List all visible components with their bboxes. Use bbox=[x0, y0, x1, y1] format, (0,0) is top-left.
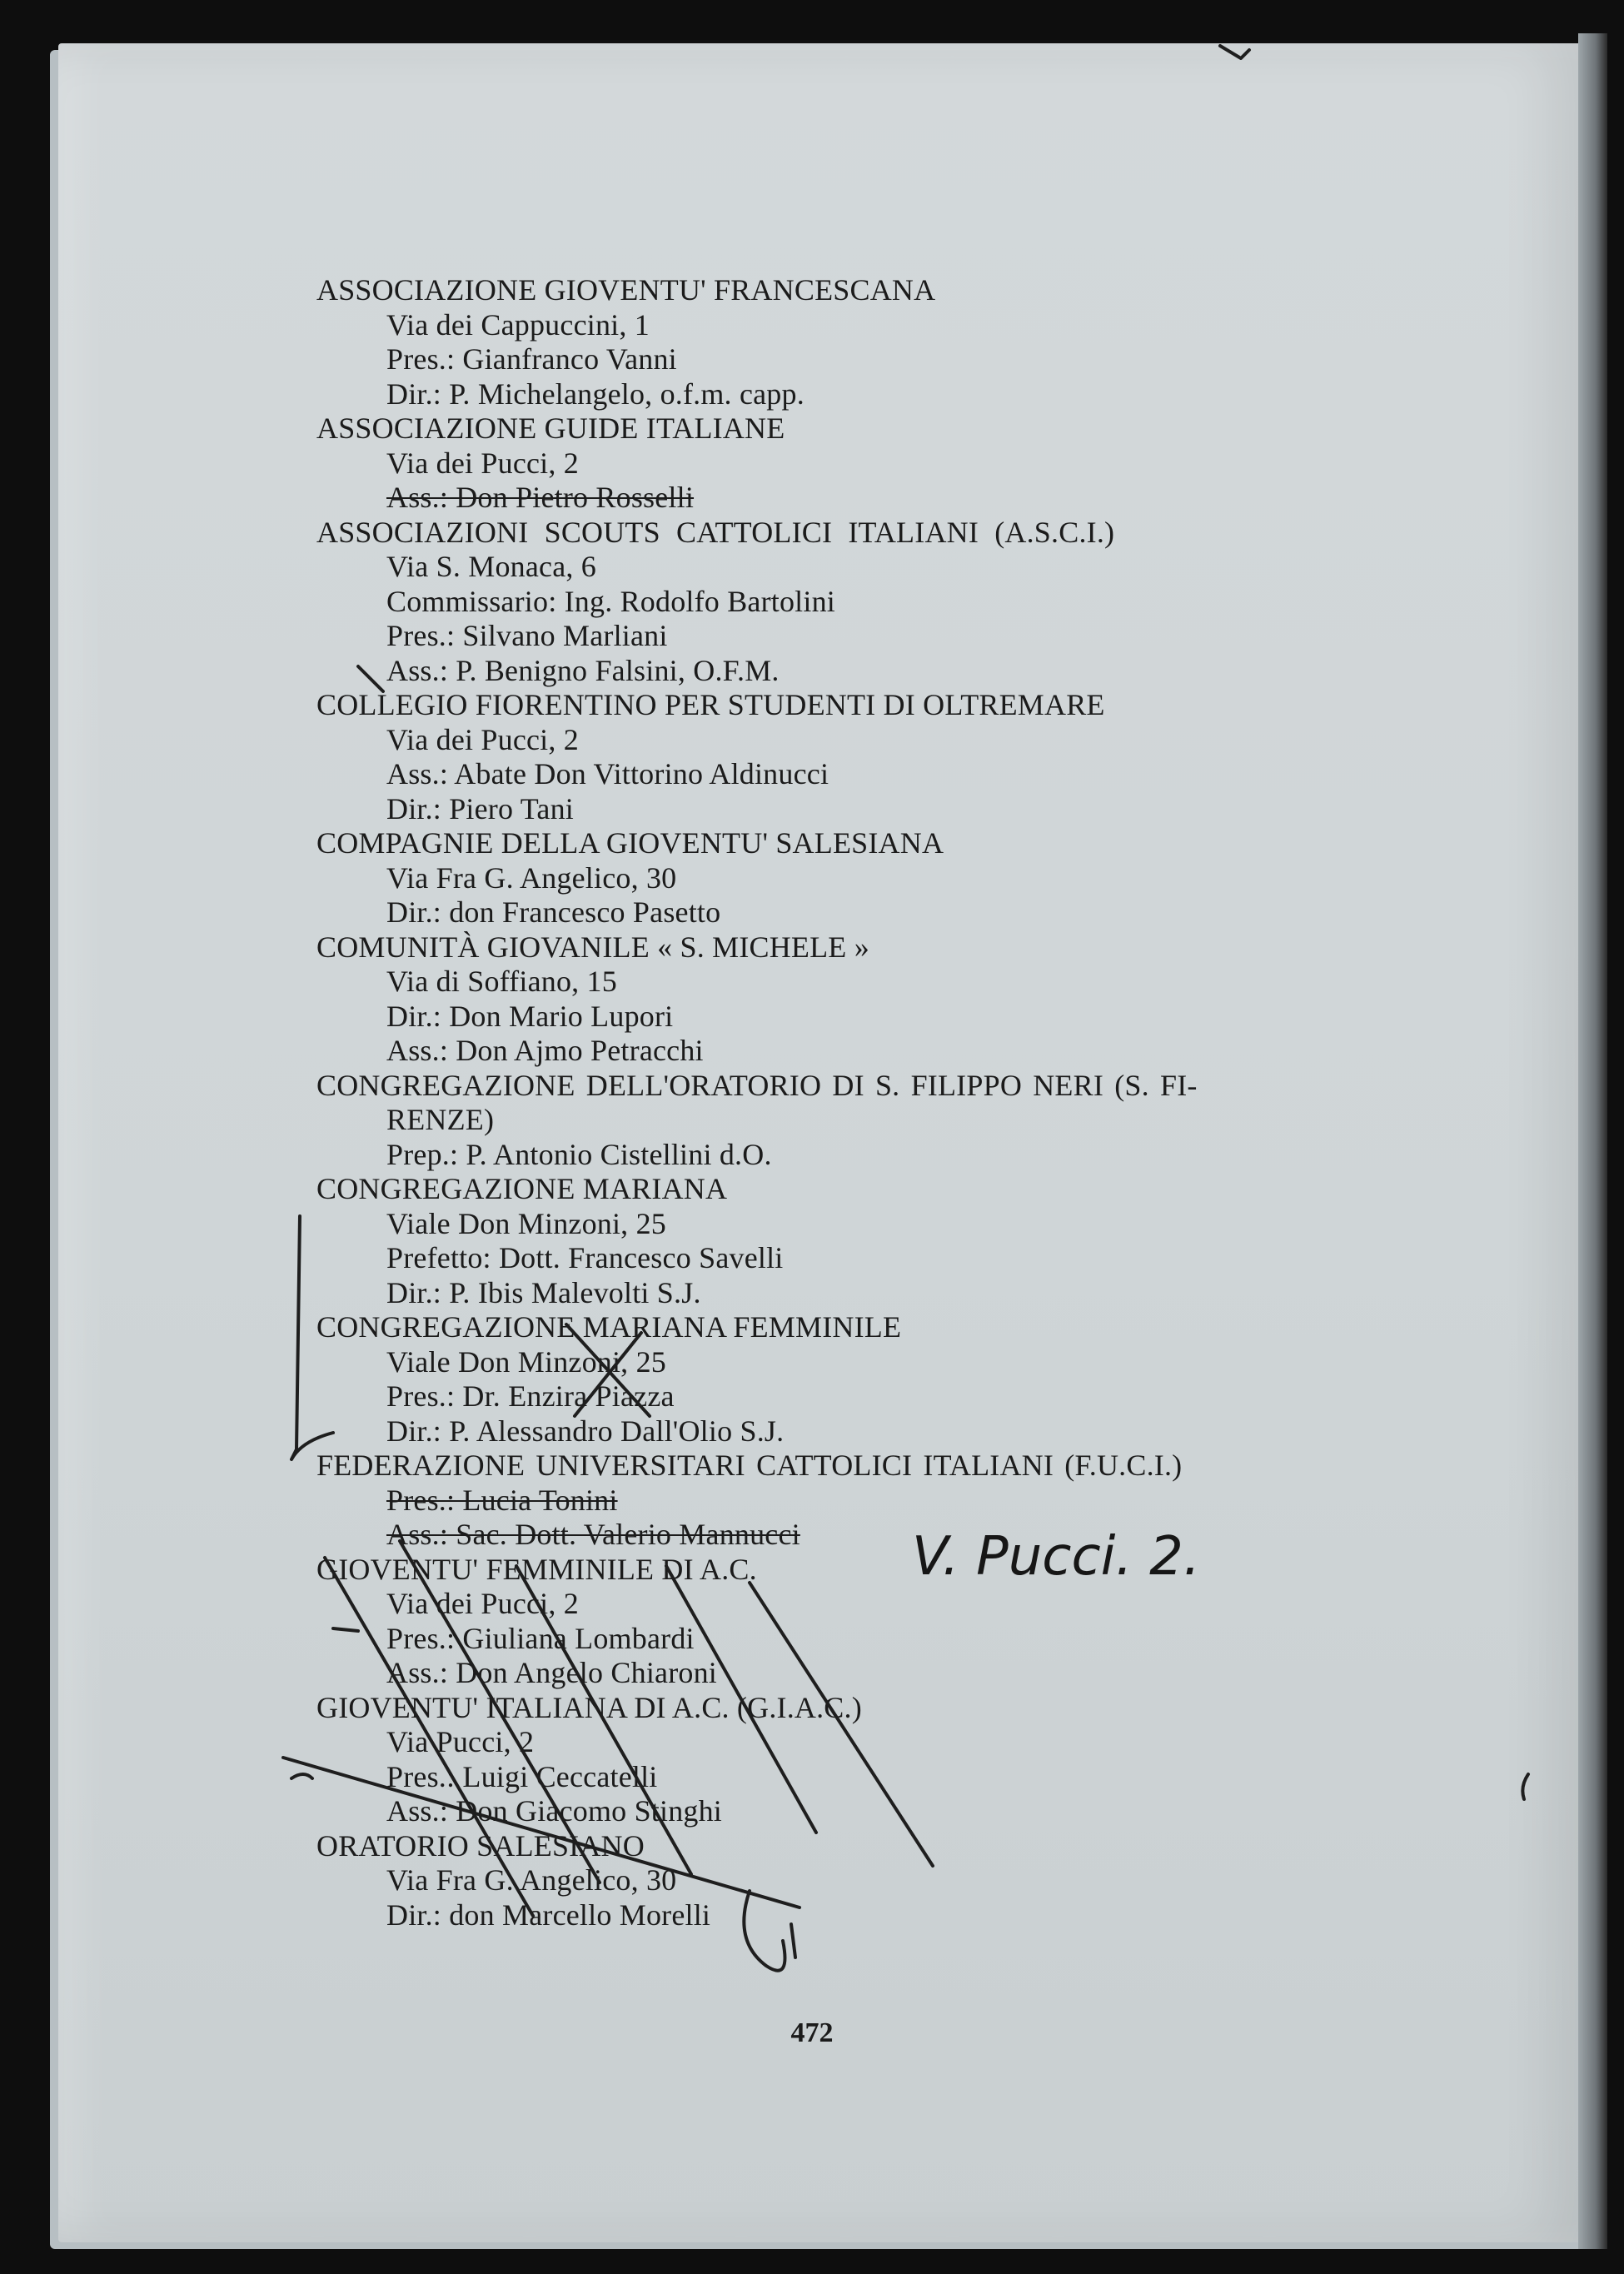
entry-prefect: Prefetto: Dott. Francesco Savelli bbox=[386, 1241, 784, 1274]
list-item bbox=[316, 688, 1349, 826]
entry-assistant: Ass.: Abate Don Vittorino Aldinucci bbox=[386, 757, 829, 790]
entry-address: Via Fra G. Angelico, 30 bbox=[386, 860, 677, 895]
entry-assistant: Ass.: Don Pietro Rosselli bbox=[386, 481, 695, 514]
entry-address: Via di Soffiano, 15 bbox=[386, 965, 617, 998]
entry-director: Dir.: P. Alessandro Dall'Olio S.J. bbox=[386, 1414, 785, 1448]
entry-director: Dir.: don Francesco Pasetto bbox=[386, 895, 721, 929]
entry-president: Pres.: Silvano Marliani bbox=[386, 619, 668, 652]
list-item bbox=[316, 1449, 1349, 1553]
entry-director: Dir.: P. Ibis Malevolti S.J. bbox=[386, 1275, 701, 1309]
entry-director: Dir.: Piero Tani bbox=[386, 791, 575, 825]
list-item bbox=[316, 930, 1349, 1069]
list-item bbox=[316, 1172, 1349, 1310]
list-item bbox=[316, 1310, 1349, 1449]
entry-director: Dir.: P. Michelangelo, o.f.m. capp. bbox=[386, 377, 805, 411]
entry-address: Via Pucci, 2 bbox=[386, 1725, 535, 1758]
entry-address: Via S. Monaca, 6 bbox=[386, 550, 596, 583]
entry-address: Via dei Pucci, 2 bbox=[386, 722, 579, 756]
entry-director: Dir.: don Marcello Morelli bbox=[386, 1897, 711, 1932]
entry-heading: ASSOCIAZIONE GUIDE ITALIANE bbox=[316, 411, 785, 445]
entry-heading: ASSOCIAZIONI SCOUTS CATTOLICI ITALIANI (A.S.C.I.) bbox=[316, 515, 1115, 549]
entry-heading: GIOVENTU' ITALIANA DI A.C. (G.I.A.C.) bbox=[316, 1690, 862, 1724]
list-item bbox=[316, 273, 1349, 411]
entry-heading: ASSOCIAZIONE GIOVENTU' FRANCESCANA bbox=[316, 273, 936, 307]
entry-assistant: Ass.: P. Benigno Falsini, O.F.M. bbox=[386, 653, 780, 687]
list-item bbox=[316, 1691, 1349, 1829]
list-item bbox=[316, 826, 1349, 930]
entry-heading: ORATORIO SALESIANO bbox=[316, 1828, 645, 1863]
list-item bbox=[316, 411, 1349, 516]
page-number: 472 bbox=[790, 2017, 834, 2048]
page-edge-shadow bbox=[1578, 33, 1607, 2249]
directory-list bbox=[316, 273, 1349, 1932]
entry-assistant: Ass.: Sac. Dott. Valerio Mannucci bbox=[386, 1518, 800, 1551]
entry-heading: COLLEGIO FIORENTINO PER STUDENTI DI OLTREMARE bbox=[316, 688, 1105, 721]
entry-assistant: Ass.: Don Giacomo Stinghi bbox=[386, 1794, 723, 1828]
entry-commissioner: Commissario: Ing. Rodolfo Bartolini bbox=[386, 584, 835, 618]
entry-president: Pres.: Giuliana Lombardi bbox=[386, 1621, 695, 1655]
entry-address: Via Fra G. Angelico, 30 bbox=[386, 1863, 677, 1897]
entry-assistant: Ass.: Don Angelo Chiaroni bbox=[386, 1656, 717, 1689]
entry-president: Pres.: Gianfranco Vanni bbox=[386, 342, 677, 376]
entry-heading-continuation: RENZE) bbox=[386, 1103, 495, 1136]
entry-heading: GIOVENTU' FEMMINILE DI A.C. bbox=[316, 1552, 757, 1586]
entry-address: Viale Don Minzoni, 25 bbox=[386, 1206, 666, 1240]
list-item bbox=[316, 1069, 1349, 1173]
list-item bbox=[316, 516, 1349, 689]
entry-heading: COMPAGNIE DELLA GIOVENTU' SALESIANA bbox=[316, 826, 944, 860]
entry-president: Pres.: Luigi Ceccatelli bbox=[386, 1759, 658, 1793]
entry-heading: CONGREGAZIONE MARIANA bbox=[316, 1172, 728, 1205]
entry-president: Pres.: Lucia Tonini bbox=[386, 1483, 618, 1517]
entry-president: Pres.: Dr. Enzira Piazza bbox=[386, 1379, 675, 1413]
entry-address: Viale Don Minzoni, 25 bbox=[386, 1344, 666, 1379]
entry-address: Via dei Pucci, 2 bbox=[386, 446, 579, 480]
list-item bbox=[316, 1829, 1349, 1933]
entry-heading: COMUNITÀ GIOVANILE « S. MICHELE » bbox=[316, 930, 869, 964]
entry-director: Dir.: Don Mario Lupori bbox=[386, 999, 674, 1033]
entry-heading: CONGREGAZIONE MARIANA FEMMINILE bbox=[316, 1310, 902, 1344]
entry-address: Via dei Cappuccini, 1 bbox=[386, 307, 650, 342]
entry-heading: FEDERAZIONE UNIVERSITARI CATTOLICI ITALIANI (F.U.C.I.) bbox=[316, 1449, 1183, 1482]
list-item bbox=[316, 1553, 1349, 1691]
handwritten-note: V. Pucci. 2. bbox=[912, 1526, 1201, 1588]
entry-heading: CONGREGAZIONE DELL'ORATORIO DI S. FILIPPO NERI (S. FI- bbox=[316, 1068, 1198, 1102]
entry-assistant: Ass.: Don Ajmo Petracchi bbox=[386, 1034, 704, 1067]
entry-provost: Prep.: P. Antonio Cistellini d.O. bbox=[386, 1137, 772, 1171]
entry-address: Via dei Pucci, 2 bbox=[386, 1587, 579, 1620]
